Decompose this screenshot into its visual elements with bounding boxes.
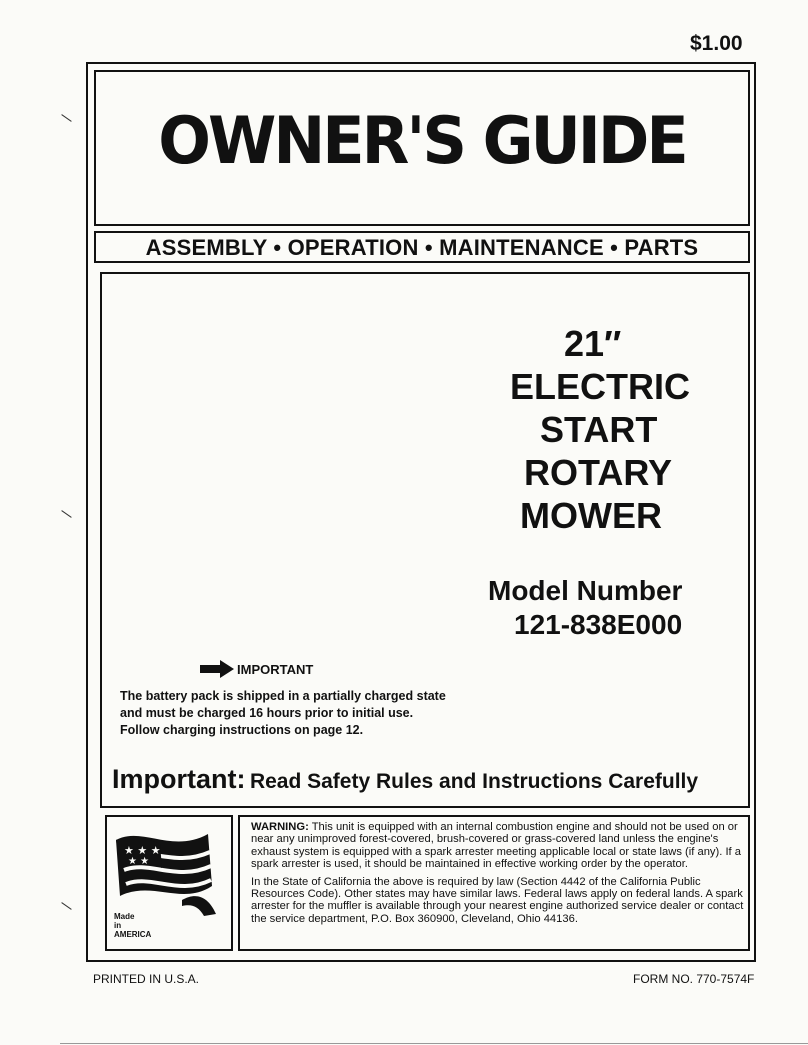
model-number: 121-838E000 [514,609,683,640]
safety-text: Read Safety Rules and Instructions Carefully [249,770,699,793]
printed-in-label: PRINTED IN U.S.A. [93,972,200,986]
product-line-2: START [540,409,658,450]
document-title: OWNER'S GUIDE [158,102,686,179]
product-line-3: ROTARY [524,452,672,493]
battery-notice: The battery pack is shipped in a partially charged state and must be charged 16 hours prior to initial use. Follow charging instructions on page 12. [120,689,446,737]
important-notice-header [200,660,313,678]
scan-mark [61,902,71,910]
model-label: Model Number [488,575,683,606]
product-size: 21″ [564,323,622,364]
made-line-3: AMERICA [114,930,152,939]
american-flag-icon [112,826,226,918]
product-line-4: MOWER [520,495,662,536]
product-name [470,322,720,537]
product-line-1: ELECTRIC [510,366,690,407]
arrow-right-icon [200,660,234,678]
bottom-rule [60,1043,808,1044]
made-line-1: Made [114,912,135,921]
svg-text:★ ★ ★: ★ ★ ★ [124,844,161,857]
price-label: $1.00 [690,32,743,55]
safety-lead: Important: [112,764,246,794]
safety-heading [112,764,698,795]
warning-paragraph [251,821,747,871]
made-line-2: in [114,921,122,930]
important-label: IMPORTANT [237,661,314,677]
scan-mark [61,510,71,518]
section-banner: ASSEMBLY • OPERATION • MAINTENANCE • PARTS [145,235,699,260]
svg-text:★ ★: ★ ★ [128,856,150,867]
form-number: FORM NO. 770-7574F [633,972,755,986]
warning-text-block [251,821,747,930]
warning-label: WARNING: [251,821,309,833]
made-in-america-label [114,912,151,939]
california-paragraph: In the State of California the above is required by law (Section 4442 of the California Public Resources Code). Other states may have similar laws. Federal laws apply on federal lands. A spark arrester for the muffler is available through your nearest engine authorized service dealer or contact the service department, P.O. Box 360900, Cleveland, Ohio 44136. [251,875,744,925]
model-block [488,574,728,642]
scan-mark [61,114,71,122]
warning-text: This unit is equipped with an internal combustion engine and should not be used on or near any unimproved forest-covered, brush-covered or grass-covered land unless the engine's exhaust system is equipped with a spark arrester meeting applicable local or state laws (if any). If a spark arrester is used, it should be maintained in effective working order by the operator. [251,821,741,871]
